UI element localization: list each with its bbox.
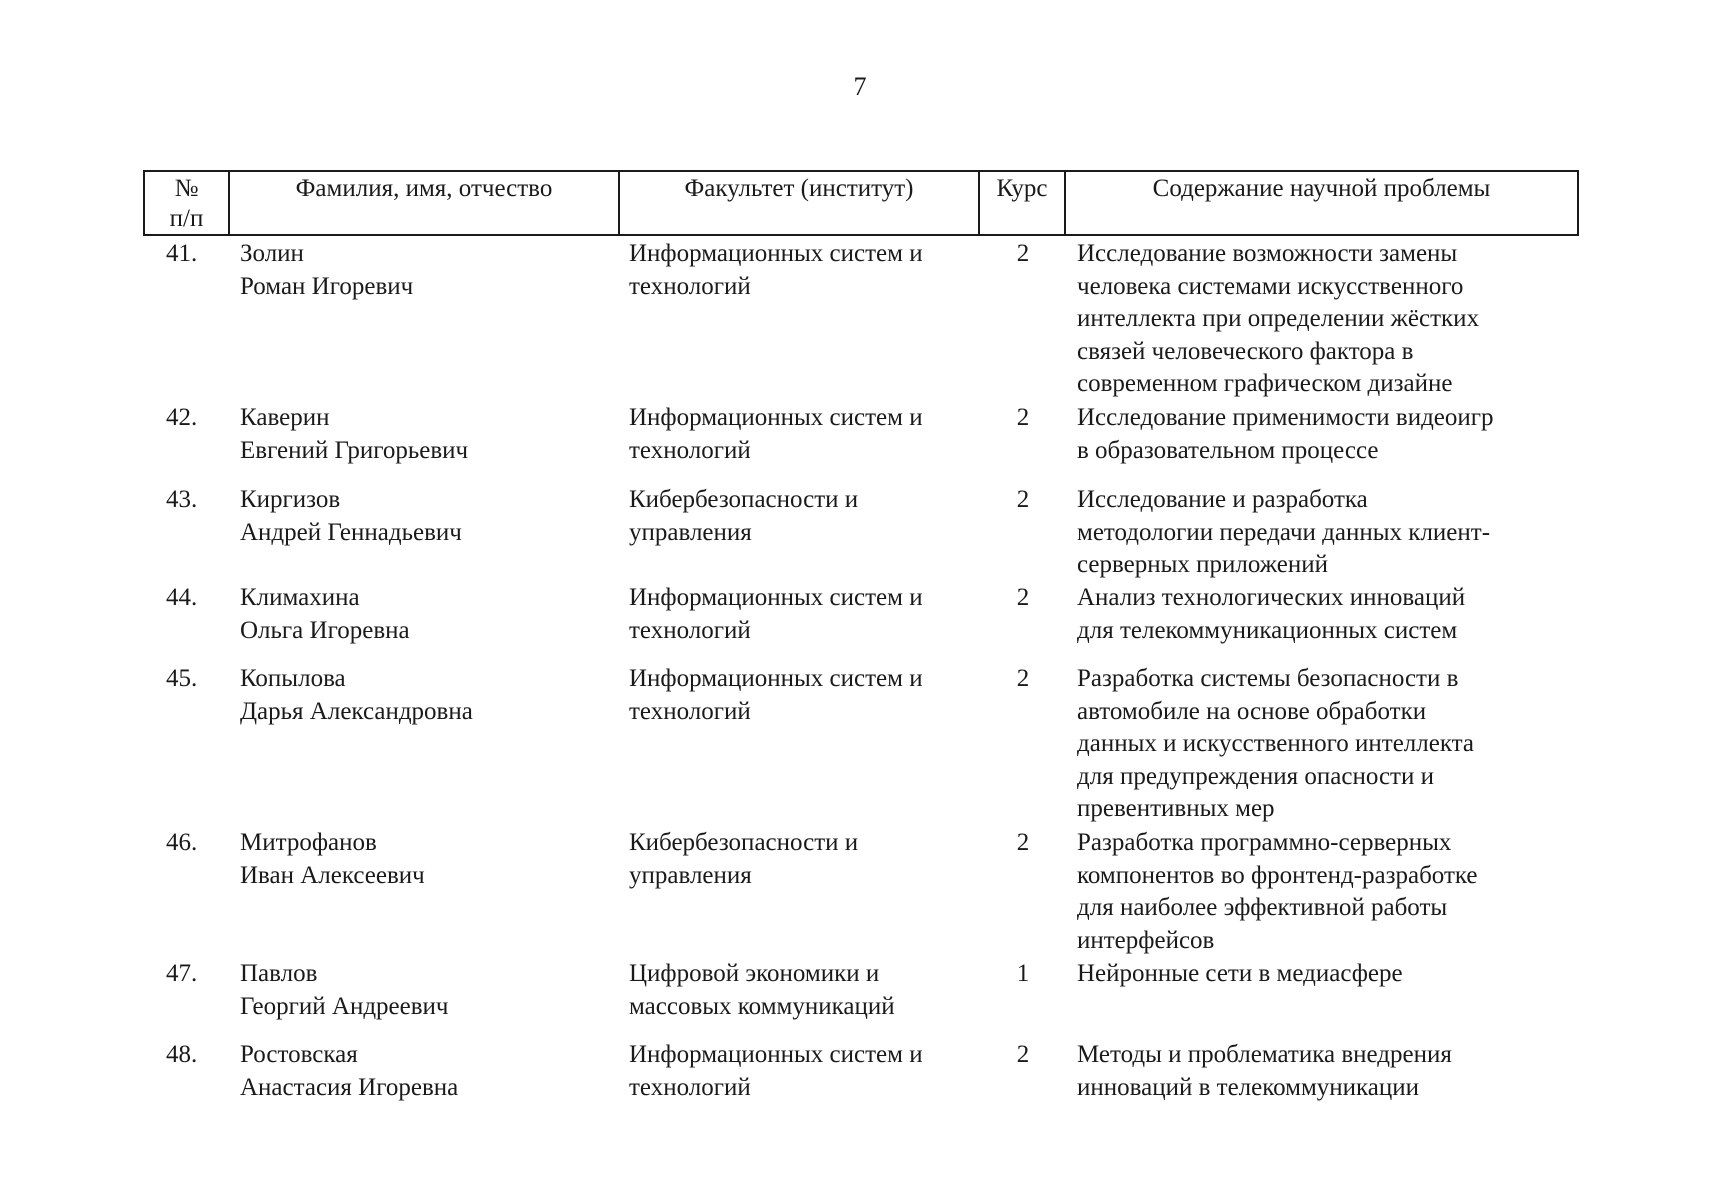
row-number: 44. [166,584,198,611]
topic-line: серверных приложений [1077,551,1328,578]
faculty [629,1039,923,1104]
topic-line: человека системами искусственного [1077,272,1464,300]
student-surname: Климахина [240,584,360,611]
faculty-line: Информационных систем и [629,665,923,692]
student-name [240,827,425,892]
faculty [629,958,895,1023]
topic-line: данных и искусственного интеллекта [1077,730,1474,757]
faculty [629,663,923,728]
row-number: 42. [166,404,198,431]
faculty-line: технологий [629,436,751,464]
faculty-line: технологий [629,272,751,300]
student-given-names: Андрей Геннадьевич [240,518,462,546]
topic-line: для телекоммуникационных систем [1077,616,1458,644]
topic-line: Исследование и разработка [1077,486,1368,513]
faculty [629,402,923,467]
faculty-line: технологий [629,1073,751,1101]
faculty-line: Информационных систем и [629,240,923,267]
student-name [240,663,473,728]
header-name: Фамилия, имя, отчество [229,171,619,235]
faculty-line: Информационных систем и [629,1041,923,1068]
table-header [143,170,1579,236]
topic-line: для наиболее эффективной работы [1077,894,1448,921]
faculty-line: Цифровой экономики и [629,960,880,987]
topic-line: Исследование применимости видеоигр [1077,404,1494,431]
student-surname: Золин [240,240,304,267]
faculty-line: массовых коммуникаций [629,992,895,1020]
row-number: 47. [166,960,198,987]
research-topic [1077,827,1478,957]
faculty [629,582,923,647]
row-number: 45. [166,665,198,692]
student-surname: Митрофанов [240,829,377,856]
student-name [240,1039,458,1104]
course: 2 [1016,404,1030,431]
faculty-line: Кибербезопасности и [629,829,859,856]
topic-line: интерфейсов [1077,926,1215,954]
header-number-line1: № [174,175,199,202]
faculty [629,827,858,892]
course: 2 [1016,829,1030,856]
student-name [240,484,462,549]
page-number: 7 [853,72,867,101]
header-topic: Содержание научной проблемы [1065,171,1578,235]
faculty [629,484,858,549]
faculty-line: технологий [629,697,751,725]
research-topic [1077,582,1465,647]
faculty-line: Информационных систем и [629,404,923,431]
topic-line: современном графическом дизайне [1077,370,1453,397]
topic-line: Исследование возможности замены [1077,240,1458,267]
student-surname: Киргизов [240,486,341,513]
topic-line: Анализ технологических инноваций [1077,584,1466,611]
faculty-line: технологий [629,616,751,644]
faculty-line: Информационных систем и [629,584,923,611]
topic-line: интеллекта при определении жёстких [1077,305,1480,332]
topic-line: Методы и проблематика внедрения [1077,1041,1452,1068]
course: 1 [1016,960,1030,987]
student-given-names: Ольга Игоревна [240,616,410,644]
student-given-names: Дарья Александровна [240,697,473,725]
student-given-names: Иван Алексеевич [240,861,425,889]
topic-line: методологии передачи данных клиент- [1077,518,1491,546]
course: 2 [1016,240,1030,267]
header-number-line2: п/п [169,205,204,232]
topic-line: для предупреждения опасности и [1077,762,1434,790]
topic-line: Нейронные сети в медиасфере [1077,960,1403,987]
topic-line: связей человеческого фактора в [1077,337,1414,365]
research-topic [1077,958,1403,991]
faculty [629,238,923,303]
student-name [240,238,413,303]
student-given-names: Роман Игоревич [240,272,414,300]
course: 2 [1016,486,1030,513]
course: 2 [1016,665,1030,692]
research-topic [1077,663,1474,826]
student-name [240,402,468,467]
student-surname: Ростовская [240,1041,358,1068]
header-number [144,171,229,235]
student-name [240,582,410,647]
student-given-names: Анастасия Игоревна [240,1073,459,1101]
row-number: 46. [166,829,198,856]
topic-line: Разработка программно-серверных [1077,829,1452,856]
faculty-line: управления [629,861,752,889]
student-surname: Копылова [240,665,346,692]
topic-line: инноваций в телекоммуникации [1077,1073,1420,1101]
course: 2 [1016,1041,1030,1068]
topic-line: компонентов во фронтенд-разработке [1077,861,1478,889]
topic-line: превентивных мер [1077,795,1275,822]
student-given-names: Евгений Григорьевич [240,436,469,464]
student-given-names: Георгий Андреевич [240,992,449,1020]
faculty-line: управления [629,518,752,546]
research-topic [1077,402,1494,467]
header-course: Курс [979,171,1065,235]
research-topic [1077,1039,1452,1104]
student-surname: Павлов [240,960,318,987]
row-number: 41. [166,240,198,267]
research-topic [1077,484,1490,582]
topic-line: Разработка системы безопасности в [1077,665,1459,692]
student-surname: Каверин [240,404,330,431]
topic-line: автомобиле на основе обработки [1077,697,1427,725]
header-faculty: Факультет (институт) [619,171,979,235]
row-number: 48. [166,1041,198,1068]
faculty-line: Кибербезопасности и [629,486,859,513]
research-topic [1077,238,1479,401]
topic-line: в образовательном процессе [1077,436,1379,464]
row-number: 43. [166,486,198,513]
student-name [240,958,449,1023]
course: 2 [1016,584,1030,611]
